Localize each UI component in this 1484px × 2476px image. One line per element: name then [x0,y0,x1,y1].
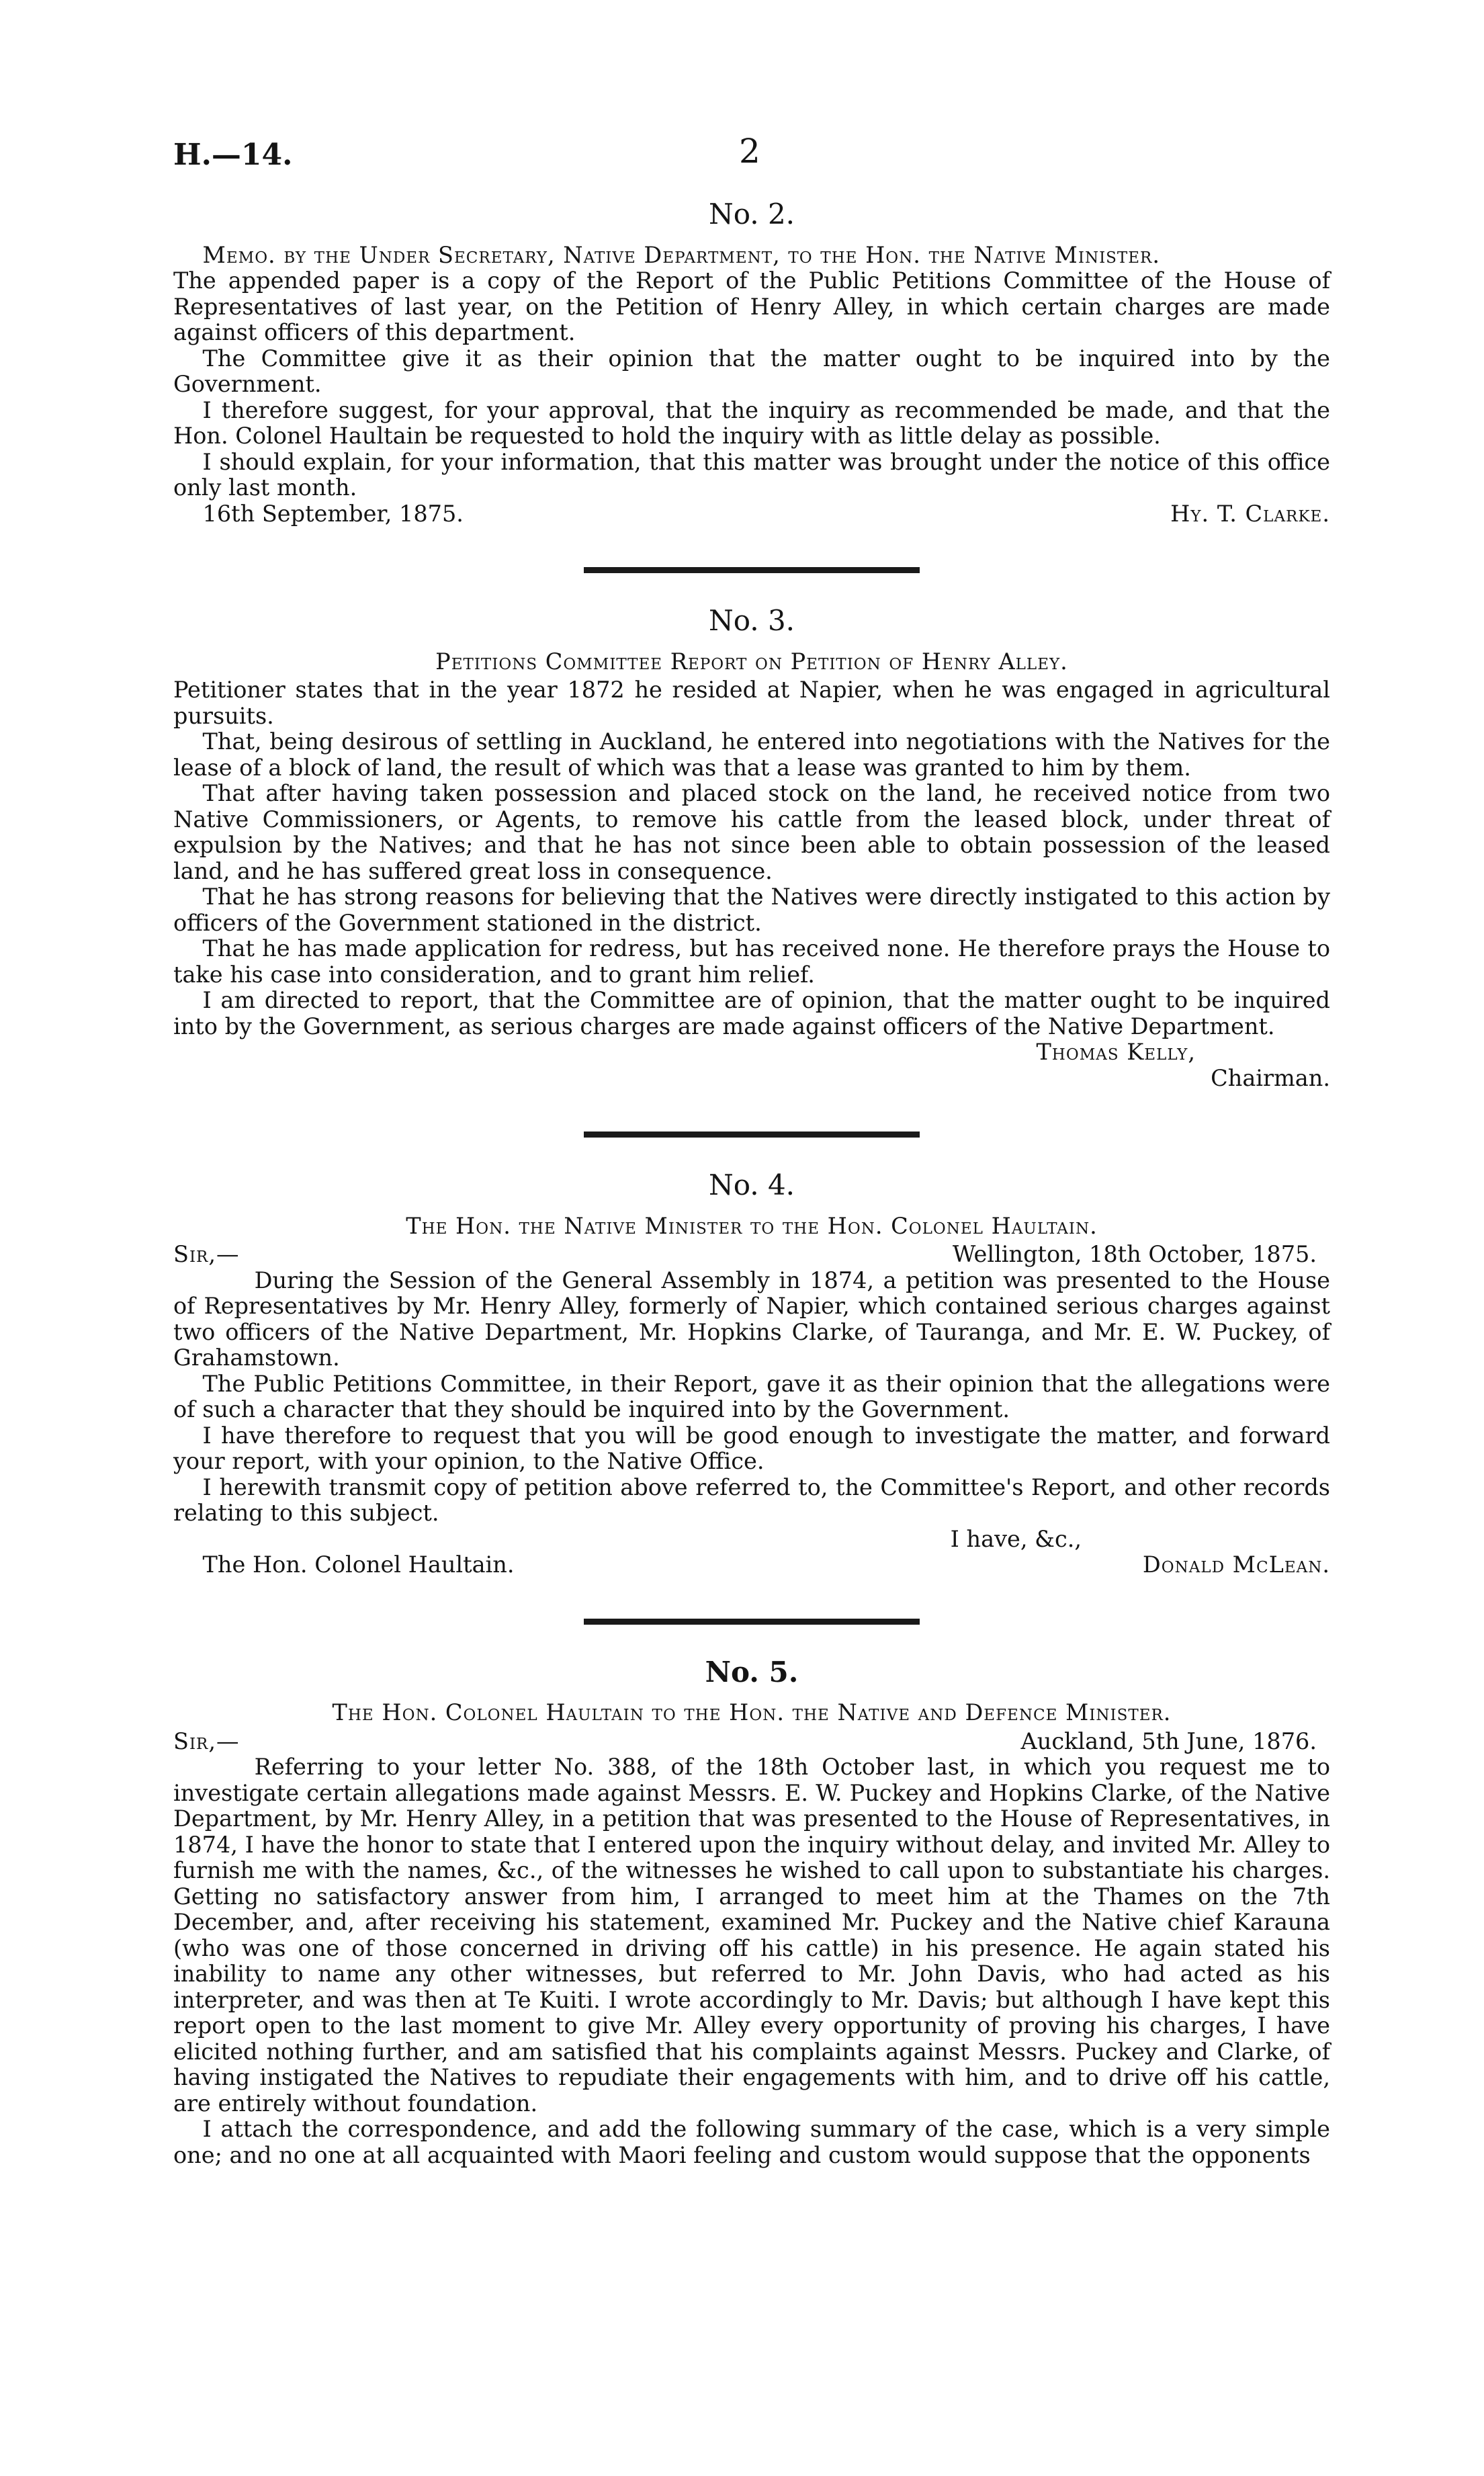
section-no-4 [173,1168,1330,1578]
paragraph: The Public Petitions Committee, in their Report, gave it as their opinion that the allegations were of such a character that they should be inquired into by the Government. [173,1370,1330,1422]
section-no-2 [173,198,1330,527]
section-number: No. 3. [708,604,795,637]
section-title [173,1700,1330,1726]
section-title: Petitions Committee Report on Petition of Henry Alley. [435,648,1068,675]
section-number: No. 5. [705,1655,799,1689]
place-date: Auckland, 5th June, 1876. [1020,1727,1317,1754]
paragraph: I should explain, for your information, that this matter was brought under the notice of this office only last month. [173,448,1330,501]
salutation: Sir,— [173,1727,240,1754]
section-number: No. 4. [708,1168,795,1201]
section-no-3 [173,604,1330,1091]
page-number: 2 [739,132,760,171]
signature-role: Chairman. [1211,1064,1330,1091]
place-date: Wellington, 18th October, 1875. [952,1241,1317,1267]
signature: Hy. T. Clarke. [1170,500,1330,527]
paragraph: I have therefore to request that you will be good enough to investigate the matter, and forward your report, with your opinion, to the Native Office. [173,1422,1330,1474]
section-title [173,1213,1330,1240]
closing: I have, &c., [950,1525,1082,1552]
paragraph: That he has made application for redress, but has received none. He therefore prays the House to take his case into consideration, and to grant him relief. [173,935,1330,988]
paragraph: Petitioner states that in the year 1872 he resided at Napier, when he was engaged in agricultural pursuits. [173,677,1330,729]
addressee-signature-row [173,1552,1330,1578]
signature: Donald McLean. [1142,1551,1330,1578]
memo-title: Memo. by the Under Secretary, Native Department, to the Hon. the Native Minister. [202,241,1161,268]
paragraph: That he has strong reasons for believing that the Natives were directly instigated to this action by officers of the Government stationed in the district. [173,884,1330,936]
paragraph: That after having taken possession and placed stock on the land, he received notice from two Native Commissioners, or Agents, to remove his cattle from the leased block, under threat of expulsion by the Natives; and that he has not since been able to obtain possession of the leased land, and he has suffered great loss in consequence. [173,780,1330,884]
date-signature-row [173,501,1330,527]
memo-date: 16th September, 1875. [202,500,464,527]
paragraph: That, being desirous of settling in Auckland, he entered into negotiations with the Natives for the lease of a block of land, the result of which was that a lease was granted to him by them. [173,728,1330,781]
section-no-5 [173,1655,1330,2169]
document-reference: H.—14. [173,138,293,172]
section-divider [584,1132,920,1138]
section-number: No. 2. [708,198,795,230]
paragraph: During the Session of the General Assembly in 1874, a petition was presented to the House of Representatives by Mr. Henry Alley, formerly of Napier, which contained serious charges against two officers of the Native Department, Mr. Hopkins Clarke, of Tauranga, and Mr. E. W. Puckey, of Grahamstown. [173,1267,1330,1371]
section-title-text: The Hon. Colonel Haultain to the Hon. the Native and Defence Minister. [332,1699,1172,1725]
addressee: The Hon. Colonel Haultain. [202,1551,515,1578]
section-divider [584,567,920,573]
paragraph: The Committee give it as their opinion that the matter ought to be inquired into by the Government. [173,345,1330,397]
page-header [173,132,1330,189]
signature [173,1039,1330,1066]
salutation-row [173,1242,1330,1268]
signature-name: Thomas Kelly, [1036,1039,1196,1065]
salutation: Sir,— [173,1241,240,1267]
page-content [173,132,1330,2168]
paragraph: I therefore suggest, for your approval, that the inquiry as recommended be made, and that the Hon. Colonel Haultain be requested to hold the inquiry with as little delay as possible. [173,396,1330,449]
paragraph: I herewith transmit copy of petition above referred to, the Committee's Report, and other records relating to this subject. [173,1474,1330,1526]
paragraph: I am directed to report, that the Committee are of opinion, that the matter ought to be inquired into by the Government, as serious charges are made against officers of the Native Department. [173,987,1330,1039]
paragraph: The appended paper is a copy of the Report of the Public Petitions Committee of the House of Representatives of last year, on the Petition of Henry Alley, in which certain charges are made against officers of this department. [173,267,1330,345]
paragraph: Referring to your letter No. 388, of the 18th October last, in which you request me to investigate certain allegations made against Messrs. E. W. Puckey and Hopkins Clarke, of the Native Department, by Mr. Henry Alley, in a petition that was presented to the House of Representatives, in 1874, I have the honor to state that I entered upon the inquiry without delay, and invited Mr. Alley to furnish me with the names, &c., of the witnesses he wished to call upon to substantiate his charges. Getting no satisfactory answer from him, I arranged to meet him at the Thames on the 7th December, and, after receiving his statement, examined Mr. Puckey and the Native chief Karauna (who was one of those concerned in driving off his cattle) in his presence. He again stated his inability to name any other witnesses, but referred to Mr. John Davis, who had acted as his interpreter, and was then at Te Kuiti. I wrote accordingly to Mr. Davis; but although I have kept this report open to the last moment to give Mr. Alley every opportunity of proving his charges, I have elicited nothing further, and am satisfied that his complaints against Messrs. Puckey and Clarke, of having instigated the Natives to repudiate their engagements with him, and to drive off his cattle, are entirely without foundation. [173,1754,1330,2117]
section-divider [584,1619,920,1625]
paragraph: I attach the correspondence, and add the following summary of the case, which is a very simple one; and no one at all acquainted with Maori feeling and custom would suppose that the opponents [173,2116,1330,2168]
salutation-row [173,1729,1330,1755]
section-title-text: The Hon. the Native Minister to the Hon. Colonel Haultain. [406,1212,1098,1239]
